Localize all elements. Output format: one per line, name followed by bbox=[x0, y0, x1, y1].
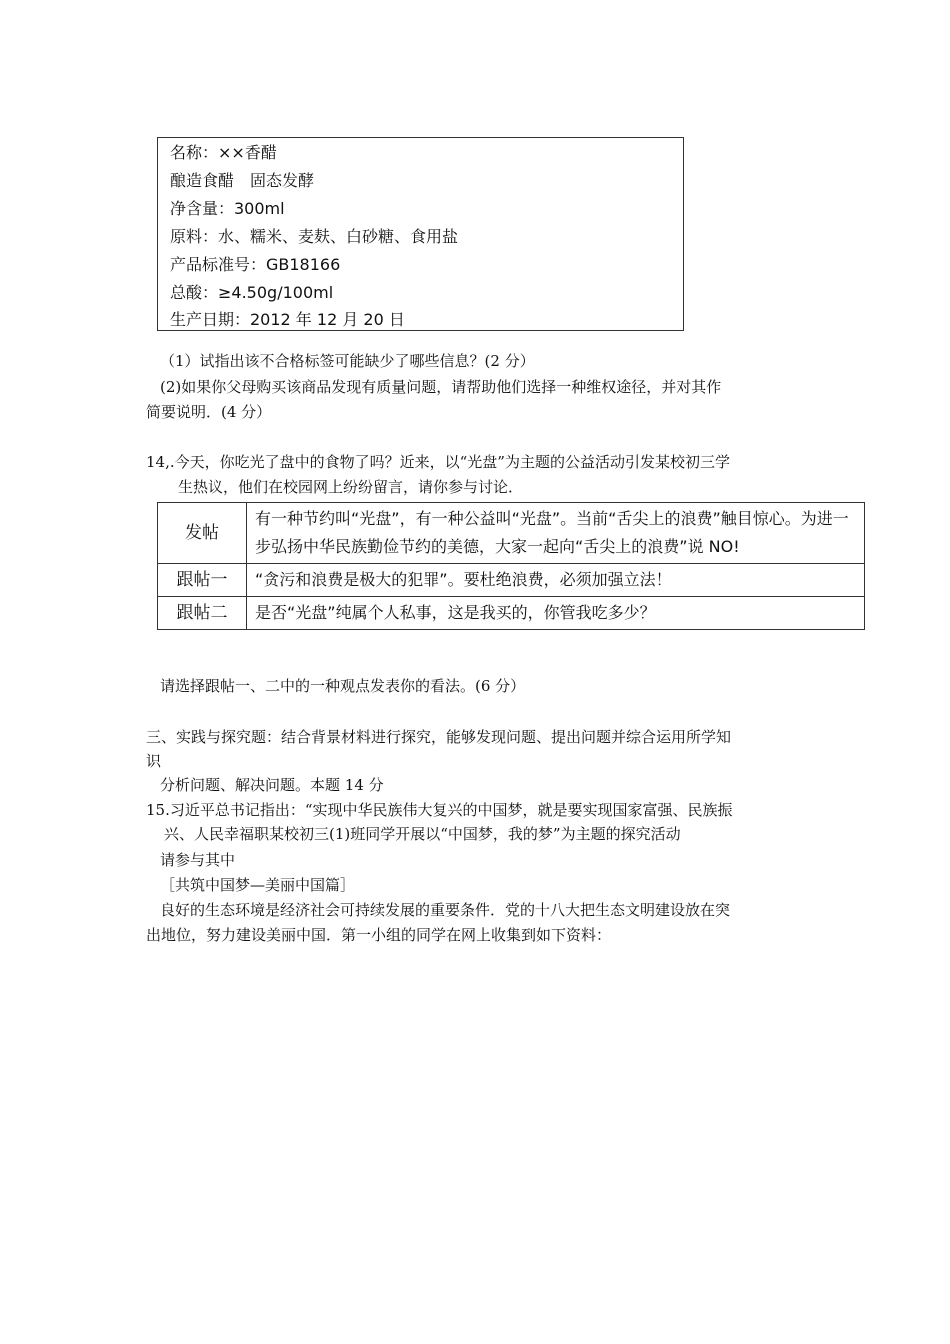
label-ingredients: 原料：水、糯米、麦麸、白砂糖、食用盐 bbox=[170, 227, 459, 246]
reply2-head: 跟帖二 bbox=[158, 597, 247, 630]
section3-line2: 识 bbox=[146, 752, 162, 770]
label-net-content: 净含量：300ml bbox=[170, 199, 285, 218]
q14-prompt: 请选择跟帖一、二中的一种观点发表你的看法。(6 分） bbox=[160, 677, 526, 695]
q15-para-line1: 良好的生态环境是经济社会可持续发展的重要条件．党的十八大把生态文明建设放在突 bbox=[160, 901, 731, 919]
post-head: 发帖 bbox=[158, 503, 247, 564]
q14-line1: 14,.今天，你吃光了盘中的食物了吗？近来，以“光盘”为主题的公益活动引发某校初三学 bbox=[146, 453, 730, 471]
q15-para-line2: 出地位，努力建设美丽中国．第一小组的同学在网上收集到如下资料： bbox=[146, 926, 612, 944]
q13-part2-line1: (2)如果你父母购买该商品发现有质量问题，请帮助他们选择一种维权途径，并对其作 bbox=[160, 378, 722, 396]
q15-subtitle: ［共筑中国梦—美丽中国篇］ bbox=[160, 876, 356, 894]
label-name: 名称：××香醋 bbox=[170, 143, 277, 162]
product-label-box bbox=[157, 137, 684, 331]
label-standard: 产品标准号：GB18166 bbox=[170, 255, 341, 274]
forum-table bbox=[157, 502, 865, 630]
q14-line2: 生热议，他们在校园网上纷纷留言，请你参与讨论． bbox=[178, 478, 524, 496]
table-row bbox=[158, 503, 865, 564]
table-row bbox=[158, 597, 865, 630]
label-production-date: 生产日期：2012 年 12 月 20 日 bbox=[170, 310, 405, 329]
table-row bbox=[158, 564, 865, 597]
label-type: 酿造食醋 固态发酵 bbox=[170, 171, 315, 190]
post-content: 有一种节约叫“光盘”，有一种公益叫“光盘”。当前“舌尖上的浪费”触目惊心。为进一步弘扬中华民族勤俭节约的美德，大家一起向“舌尖上的浪费”说 NO! bbox=[247, 503, 865, 564]
q15-line2: 兴、人民幸福职某校初三(1)班同学开展以“中国梦，我的梦”为主题的探究活动 bbox=[164, 825, 681, 843]
label-total-acid: 总酸：≥4.50g/100ml bbox=[170, 283, 334, 302]
reply1-head: 跟帖一 bbox=[158, 564, 247, 597]
q13-part2-line2: 简要说明．(4 分） bbox=[146, 403, 272, 421]
reply2-content: 是否“光盘”纯属个人私事，这是我买的，你管我吃多少？ bbox=[247, 597, 865, 630]
q13-part1: （1）试指出该不合格标签可能缺少了哪些信息？(2 分） bbox=[160, 352, 535, 370]
section3-line1: 三、实践与探究题：结合背景材料进行探究，能够发现问题、提出问题并综合运用所学知 bbox=[146, 728, 732, 746]
q15-line3: 请参与其中 bbox=[160, 851, 236, 869]
reply1-content: “贪污和浪费是极大的犯罪”。要杜绝浪费，必须加强立法！ bbox=[247, 564, 865, 597]
q15-line1: 15.习近平总书记指出：“实现中华民族伟大复兴的中国梦，就是要实现国家富强、民族振 bbox=[146, 801, 733, 819]
section3-line3: 分析问题、解决问题。本题 14 分 bbox=[160, 776, 384, 794]
